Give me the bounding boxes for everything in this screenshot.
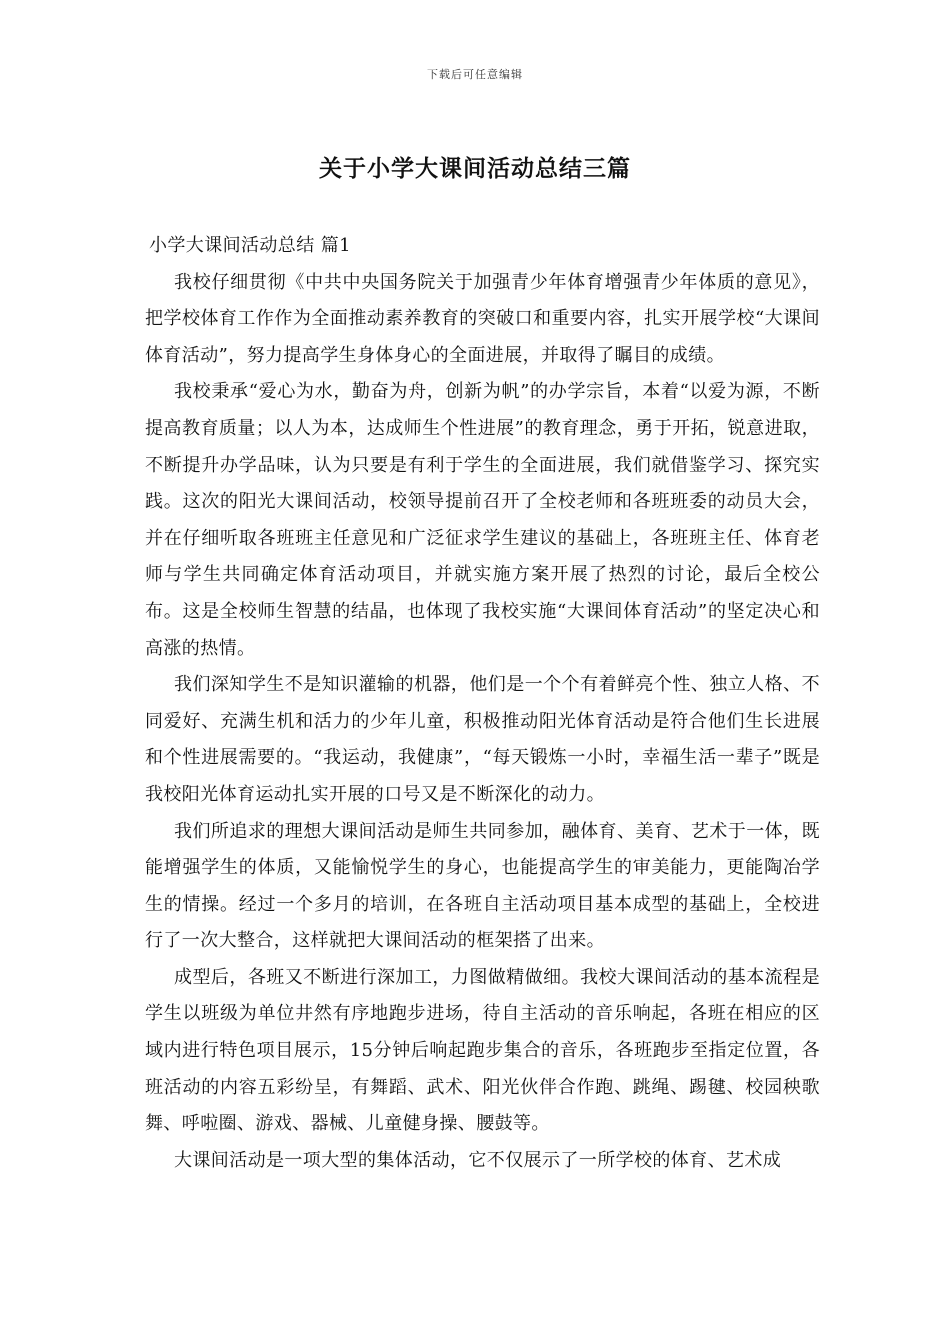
document-body: [145, 228, 820, 1179]
paragraph: 大课间活动是一项大型的集体活动，它不仅展示了一所学校的体育、艺术成: [174, 1149, 782, 1171]
paragraph: 我校仔细贯彻《中共中央国务院关于加强青少年体育增强青少年体质的意见》，把学校体育工作作为全面推动素养教育的突破口和重要内容，扎实开展学校“大课间体育活动”，努力提高学生身体身心的全面进展，并取得了瞩目的成绩。: [145, 271, 820, 366]
paragraph: 成型后，各班又不断进行深加工，力图做精做细。我校大课间活动的基本流程是学生以班级为单位井然有序地跑步进场，待自主活动的音乐响起，各班在相应的区域内进行特色项目展示，15分钟后响起跑步集合的音乐，各班跑步至指定位置，各班活动的内容五彩纷呈，有舞蹈、武术、阳光伙伴合作跑、跳绳、踢毽、校园秧歌舞、呼啦圈、游戏、器械、儿童健身操、腰鼓等。: [145, 966, 820, 1135]
paragraph: 我校秉承“爱心为水，勤奋为舟，创新为帆”的办学宗旨，本着“以爱为源，不断提高教育质量；以人为本，达成师生个性进展”的教育理念，勇于开拓，锐意进取，不断提升办学品味，认为只要是有利于学生的全面进展，我们就借鉴学习、探究实践。这次的阳光大课间活动，校领导提前召开了全校老师和各班班委的动员大会，并在仔细听取各班班主任意见和广泛征求学生建议的基础上，各班班主任、体育老师与学生共同确定体育活动项目，并就实施方案开展了热烈的讨论，最后全校公布。这是全校师生智慧的结晶，也体现了我校实施“大课间体育活动”的坚定决心和高涨的热情。: [145, 381, 820, 659]
header-note: 下载后可任意编辑: [427, 68, 523, 81]
document-title: 关于小学大课间活动总结三篇: [319, 155, 631, 182]
paragraph: 我们所追求的理想大课间活动是师生共同参加，融体育、美育、艺术于一体，既能增强学生的体质，又能愉悦学生的身心，也能提高学生的审美能力，更能陶冶学生的情操。经过一个多月的培训，在各班自主活动项目基本成型的基础上，全校进行了一次大整合，这样就把大课间活动的框架搭了出来。: [145, 820, 820, 952]
paragraph: 我们深知学生不是知识灌输的机器，他们是一个个有着鲜亮个性、独立人格、不同爱好、充满生机和活力的少年儿童，积极推动阳光体育活动是符合他们生长进展和个性进展需要的。“我运动，我健康”，“每天锻炼一小时，幸福生活一辈子”既是我校阳光体育运动扎实开展的口号又是不断深化的动力。: [145, 674, 820, 805]
section-heading: 小学大课间活动总结 篇1: [149, 235, 351, 256]
